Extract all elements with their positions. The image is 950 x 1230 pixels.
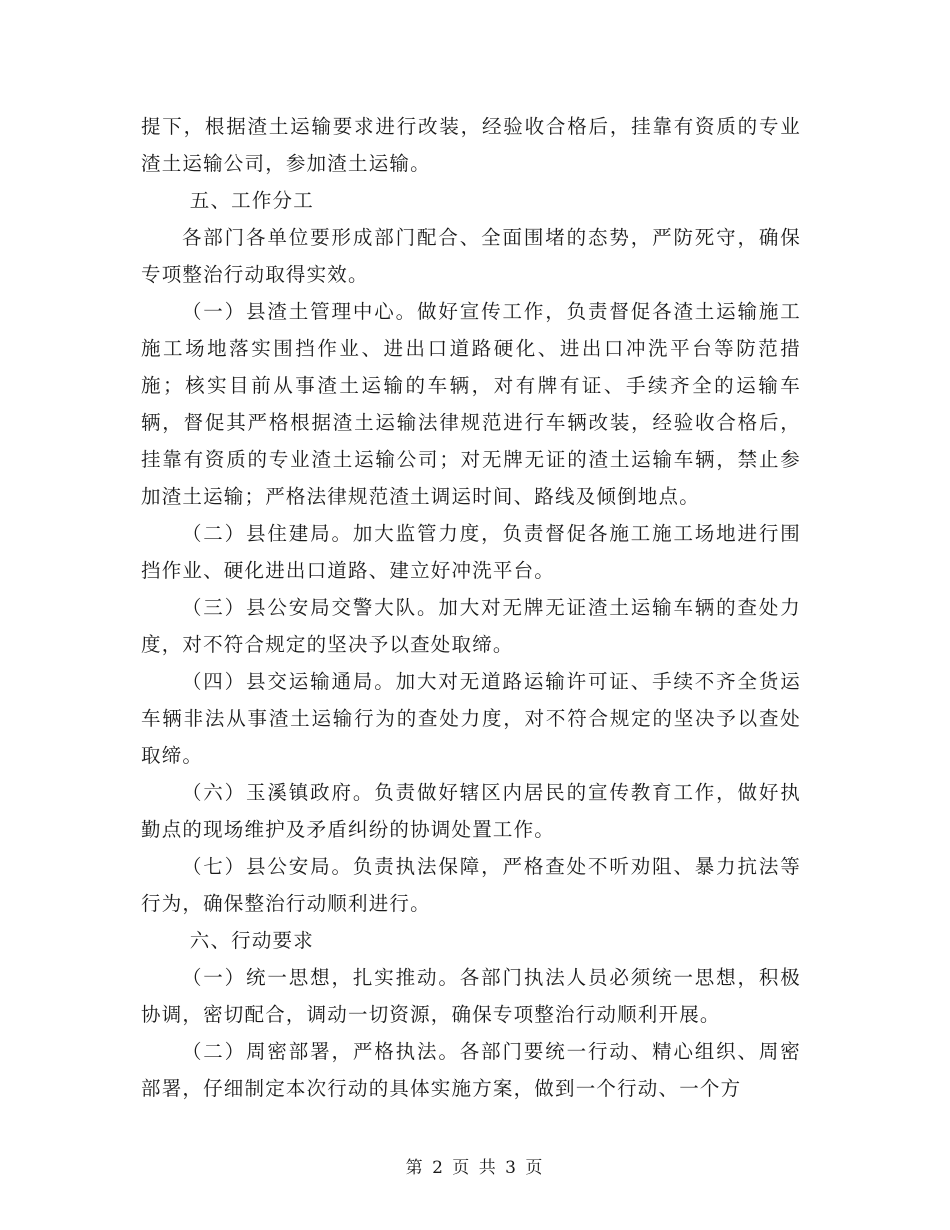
paragraph-requirement-1: （一）统一思想，扎实推动。各部门执法人员必须统一思想，积极协调，密切配合，调动一切资源，确保专项整治行动顺利开展。 [141,966,801,1026]
section-heading-five: 五、工作分工 [189,189,314,212]
paragraph-requirement-2: （二）周密部署，严格执法。各部门要统一行动、精心组织、周密部署，仔细制定本次行动的具体实施方案，做到一个行动、一个方 [141,1040,801,1100]
paragraph-division-intro: 各部门各单位要形成部门配合、全面围堵的态势，严防死守，确保专项整治行动取得实效。 [141,226,801,286]
document-body [141,108,801,1107]
paragraph-continuation: 提下，根据渣土运输要求进行改装，经验收合格后，挂靠有资质的专业渣土运输公司，参加渣土运输。 [141,115,801,175]
paragraph-item-2: （二）县住建局。加大监管力度，负责督促各施工施工场地进行围挡作业、硬化进出口道路、建立好冲洗平台。 [141,522,801,582]
paragraph-item-3: （三）县公安局交警大队。加大对无牌无证渣土运输车辆的查处力度，对不符合规定的坚决予以查处取缔。 [141,596,801,656]
paragraph-item-1: （一）县渣土管理中心。做好宣传工作，负责督促各渣土运输施工施工场地落实围挡作业、进出口道路硬化、进出口冲洗平台等防范措施；核实目前从事渣土运输的车辆，对有牌有证、手续齐全的运输车辆，督促其严格根据渣土运输法律规范进行车辆改装，经验收合格后，挂靠有资质的专业渣土运输公司；对无牌无证的渣土运输车辆，禁止参加渣土运输；严格法律规范渣土调运时间、路线及倾倒地点。 [141,300,801,508]
paragraph-item-7: （七）县公安局。负责执法保障，严格查处不听劝阻、暴力抗法等行为，确保整治行动顺利进行。 [141,855,801,915]
paragraph-item-4: （四）县交运输通局。加大对无道路运输许可证、手续不齐全货运车辆非法从事渣土运输行为的查处力度，对不符合规定的坚决予以查处取缔。 [141,670,801,767]
page-number-footer: 第 2 页 共 3 页 [405,1158,545,1178]
section-heading-six: 六、行动要求 [189,929,314,952]
paragraph-item-6: （六）玉溪镇政府。负责做好辖区内居民的宣传教育工作，做好执勤点的现场维护及矛盾纠纷的协调处置工作。 [141,781,801,841]
